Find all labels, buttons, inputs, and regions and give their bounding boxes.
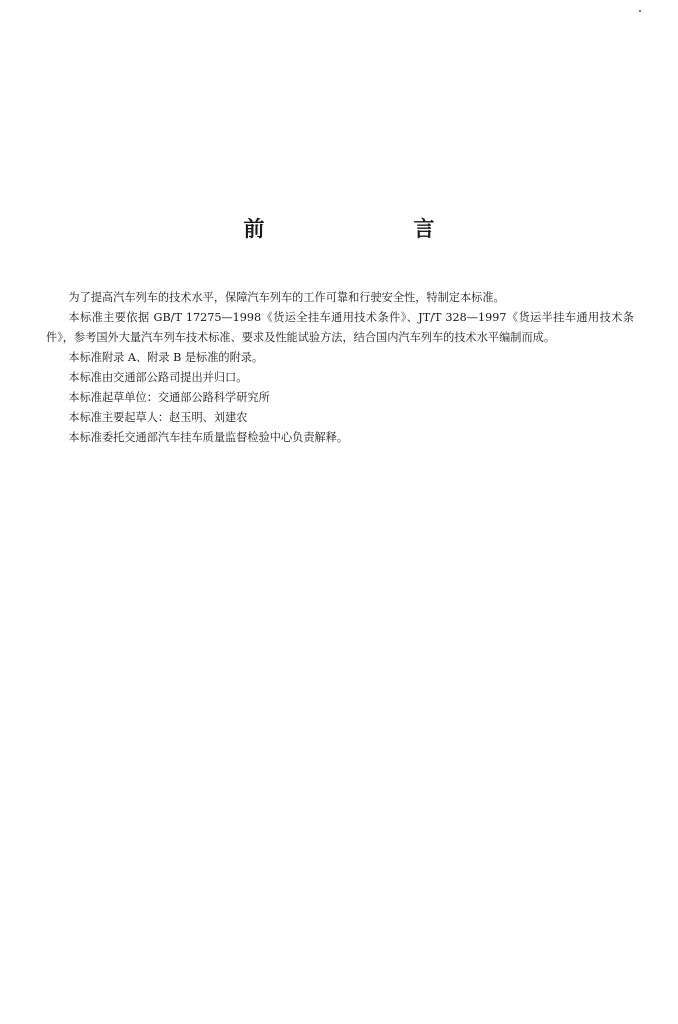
paragraph-purpose: 为了提高汽车列车的技术水平，保障汽车列车的工作可靠和行驶安全性，特制定本标准。 [68,291,505,304]
paragraph-drafters: 本标准主要起草人：赵玉明、刘建农 [68,411,248,424]
paragraph-interpretation: 本标准委托交通部汽车挂车质量监督检验中心负责解释。 [68,431,349,444]
paragraph-basis: 本标准主要依据 GB/T 17275—1998《货运全挂车通用技术条件》、JT/T 328—1997《货运半挂车通用技术条件》，参考国外大量汽车列车技术标准、要求及性能试验方法，结合国内汽车列车的技术水平编制而成。 [46,311,634,344]
paragraph-drafting-unit: 本标准起草单位：交通部公路科学研究所 [68,391,270,404]
preface-body [46,288,634,448]
paragraph-proposer: 本标准由交通部公路司提出并归口。 [68,371,248,384]
page-title: 前 言 [243,217,499,241]
scan-speck [639,10,641,12]
paragraph-appendix: 本标准附录 A、附录 B 是标准的附录。 [68,351,264,364]
